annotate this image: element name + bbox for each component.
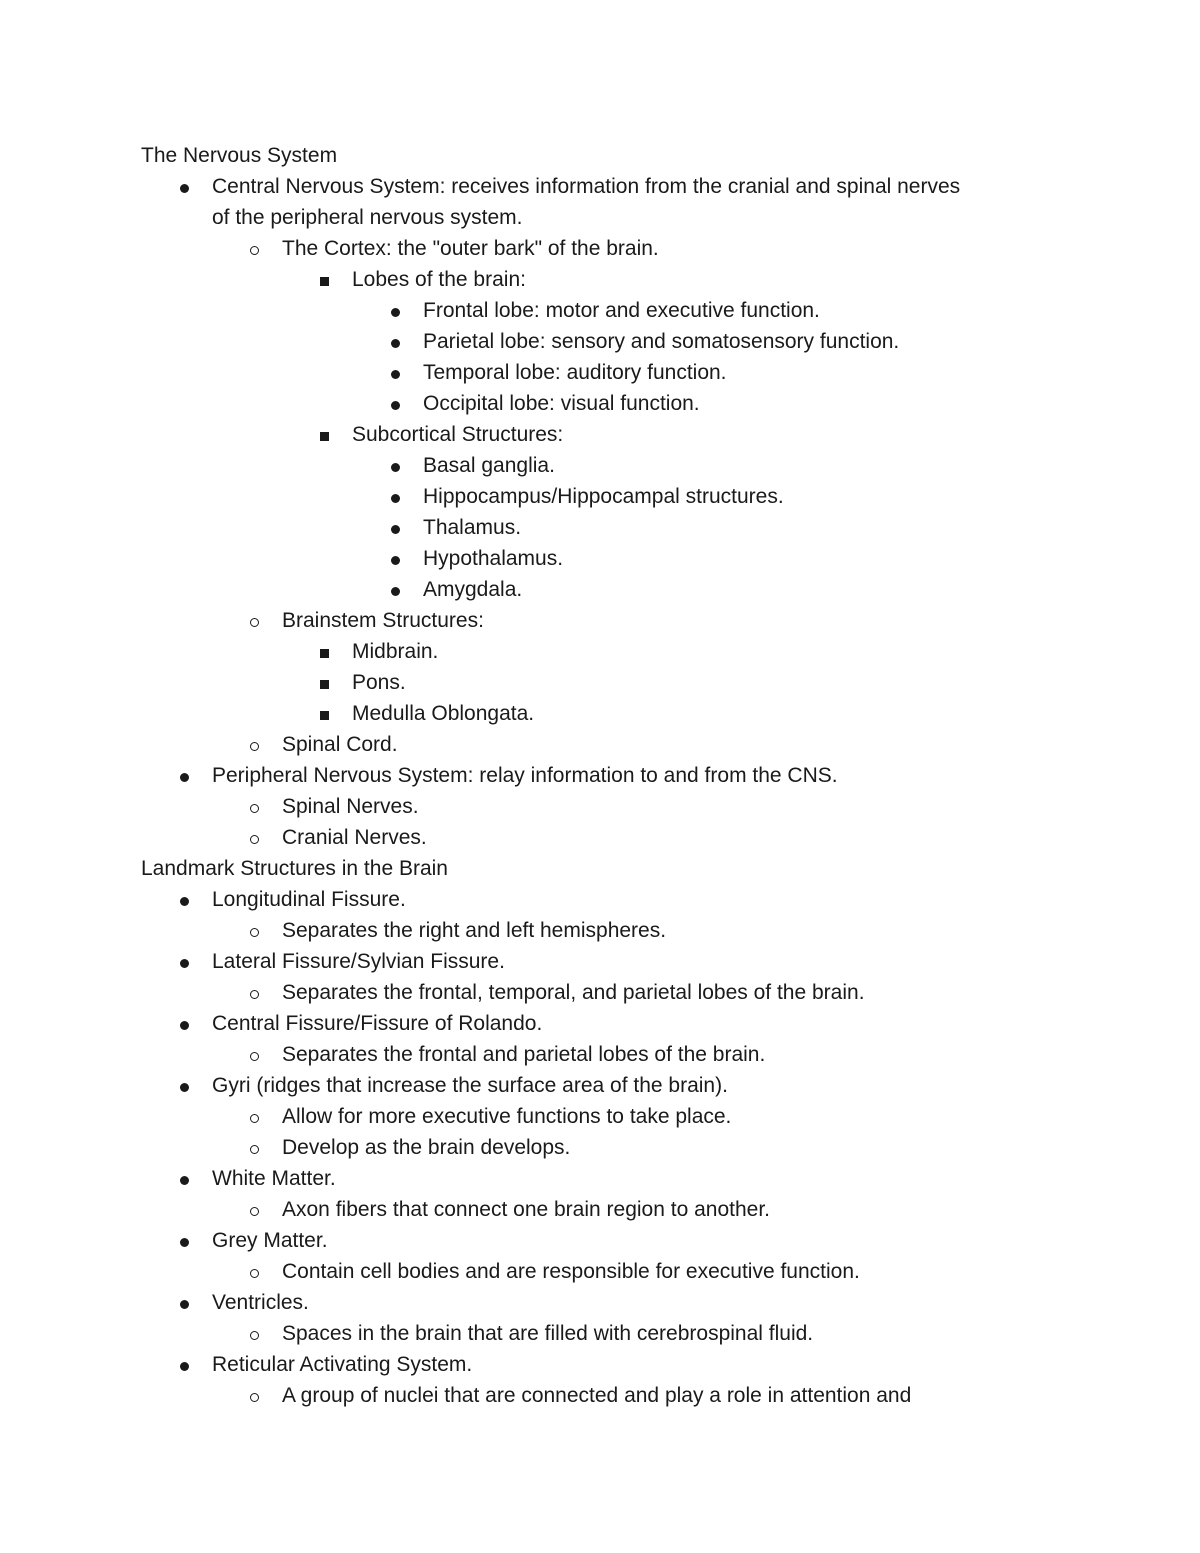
list-item-text: Spinal Cord. [282, 733, 398, 756]
list-item-text: Pons. [352, 671, 406, 694]
list-item-text: Midbrain. [352, 640, 439, 663]
circle-bullet-icon [250, 1393, 259, 1402]
circle-bullet-icon [250, 618, 259, 627]
list-item-level-4 [0, 357, 1200, 388]
disc-bullet-icon [391, 587, 400, 596]
disc-bullet-icon [391, 494, 400, 503]
list-item-level-4 [0, 512, 1200, 543]
list-item-level-2 [0, 915, 1200, 946]
disc-bullet-icon [180, 1362, 189, 1371]
square-bullet-icon [320, 432, 329, 441]
list-item-text: Parietal lobe: sensory and somatosensory function. [423, 330, 900, 353]
list-item-text: Allow for more executive functions to take place. [282, 1105, 732, 1128]
disc-bullet-icon [391, 556, 400, 565]
circle-bullet-icon [250, 742, 259, 751]
disc-bullet-icon [180, 1083, 189, 1092]
list-item-text: Hippocampus/Hippocampal structures. [423, 485, 784, 508]
list-item-level-2 [0, 1380, 1200, 1411]
list-item-level-2 [0, 1194, 1200, 1225]
list-item-level-2 [0, 1039, 1200, 1070]
list-item-text: The Cortex: the "outer bark" of the brain. [282, 237, 659, 260]
disc-bullet-icon [180, 1176, 189, 1185]
list-item-level-2 [0, 1256, 1200, 1287]
disc-bullet-icon [180, 959, 189, 968]
list-item-level-1 [0, 1225, 1200, 1256]
list-item-level-2 [0, 233, 1200, 264]
heading-text: Landmark Structures in the Brain [141, 857, 448, 880]
list-item-text: White Matter. [212, 1167, 336, 1190]
disc-bullet-icon [180, 1300, 189, 1309]
list-item-level-3 [0, 264, 1200, 295]
circle-bullet-icon [250, 1207, 259, 1216]
list-item-level-4 [0, 450, 1200, 481]
list-item-text: Hypothalamus. [423, 547, 564, 570]
list-item-text: Central Fissure/Fissure of Rolando. [212, 1012, 543, 1035]
circle-bullet-icon [250, 835, 259, 844]
list-item-level-1 [0, 1287, 1200, 1318]
circle-bullet-icon [250, 1052, 259, 1061]
list-item-text: Separates the frontal and parietal lobes of the brain. [282, 1043, 766, 1066]
square-bullet-icon [320, 711, 329, 720]
list-item-level-3 [0, 636, 1200, 667]
circle-bullet-icon [250, 1145, 259, 1154]
list-item-text: Basal ganglia. [423, 454, 555, 477]
list-item-text: Develop as the brain develops. [282, 1136, 571, 1159]
list-item-level-3 [0, 419, 1200, 450]
list-item-level-1 [0, 1008, 1200, 1039]
square-bullet-icon [320, 277, 329, 286]
disc-bullet-icon [391, 308, 400, 317]
disc-bullet-icon [180, 773, 189, 782]
list-item-text: Gyri (ridges that increase the surface area of the brain). [212, 1074, 728, 1097]
list-item-level-1 [0, 1163, 1200, 1194]
list-item-text: Spaces in the brain that are filled with cerebrospinal fluid. [282, 1322, 814, 1345]
circle-bullet-icon [250, 1114, 259, 1123]
square-bullet-icon [320, 680, 329, 689]
list-item-text: Reticular Activating System. [212, 1353, 473, 1376]
disc-bullet-icon [180, 1021, 189, 1030]
heading-text: The Nervous System [141, 144, 338, 167]
list-item-level-1 [0, 946, 1200, 977]
circle-bullet-icon [250, 928, 259, 937]
circle-bullet-icon [250, 1269, 259, 1278]
list-item-text: Separates the right and left hemispheres. [282, 919, 667, 942]
list-item-text: Grey Matter. [212, 1229, 328, 1252]
list-item-text: Central Nervous System: receives information from the cranial and spinal nerves [212, 175, 961, 198]
list-item-level-2 [0, 1101, 1200, 1132]
list-item-level-2 [0, 729, 1200, 760]
list-item-text: A group of nuclei that are connected and play a role in attention and [282, 1384, 912, 1407]
disc-bullet-icon [180, 184, 189, 193]
list-item-text: Peripheral Nervous System: relay information to and from the CNS. [212, 764, 838, 787]
section-heading [0, 853, 1200, 884]
list-item-text: Medulla Oblongata. [352, 702, 535, 725]
list-item-level-2 [0, 1132, 1200, 1163]
list-item-text: Lobes of the brain: [352, 268, 526, 291]
list-item-text: Contain cell bodies and are responsible for executive function. [282, 1260, 860, 1283]
list-item-level-4 [0, 388, 1200, 419]
disc-bullet-icon [391, 339, 400, 348]
disc-bullet-icon [391, 525, 400, 534]
disc-bullet-icon [391, 370, 400, 379]
list-item-text: Separates the frontal, temporal, and parietal lobes of the brain. [282, 981, 865, 1004]
list-item-level-4 [0, 481, 1200, 512]
list-item-text: Subcortical Structures: [352, 423, 564, 446]
list-item-level-4 [0, 326, 1200, 357]
disc-bullet-icon [180, 897, 189, 906]
section-heading [0, 140, 1200, 171]
circle-bullet-icon [250, 990, 259, 999]
document-body [0, 140, 1200, 1411]
list-item-continuation [0, 202, 1200, 233]
list-item-text: Lateral Fissure/Sylvian Fissure. [212, 950, 505, 973]
list-item-level-2 [0, 822, 1200, 853]
list-item-level-2 [0, 1318, 1200, 1349]
circle-bullet-icon [250, 804, 259, 813]
list-item-level-3 [0, 698, 1200, 729]
disc-bullet-icon [180, 1238, 189, 1247]
list-item-level-1 [0, 884, 1200, 915]
list-item-text: Axon fibers that connect one brain region to another. [282, 1198, 770, 1221]
list-item-level-4 [0, 574, 1200, 605]
list-item-level-1 [0, 1070, 1200, 1101]
list-item-level-4 [0, 295, 1200, 326]
list-item-level-2 [0, 791, 1200, 822]
list-item-level-4 [0, 543, 1200, 574]
list-item-text: Brainstem Structures: [282, 609, 484, 632]
list-item-level-2 [0, 977, 1200, 1008]
list-item-text: Spinal Nerves. [282, 795, 419, 818]
list-item-text: Thalamus. [423, 516, 522, 539]
list-item-level-3 [0, 667, 1200, 698]
list-item-text: of the peripheral nervous system. [212, 206, 523, 229]
list-item-text: Cranial Nerves. [282, 826, 427, 849]
list-item-text: Frontal lobe: motor and executive function. [423, 299, 820, 322]
circle-bullet-icon [250, 1331, 259, 1340]
list-item-level-1 [0, 171, 1200, 202]
disc-bullet-icon [391, 401, 400, 410]
list-item-level-1 [0, 760, 1200, 791]
list-item-text: Longitudinal Fissure. [212, 888, 406, 911]
list-item-level-2 [0, 605, 1200, 636]
list-item-text: Ventricles. [212, 1291, 309, 1314]
list-item-text: Amygdala. [423, 578, 523, 601]
disc-bullet-icon [391, 463, 400, 472]
list-item-level-1 [0, 1349, 1200, 1380]
list-item-text: Occipital lobe: visual function. [423, 392, 700, 415]
square-bullet-icon [320, 649, 329, 658]
circle-bullet-icon [250, 246, 259, 255]
list-item-text: Temporal lobe: auditory function. [423, 361, 727, 384]
